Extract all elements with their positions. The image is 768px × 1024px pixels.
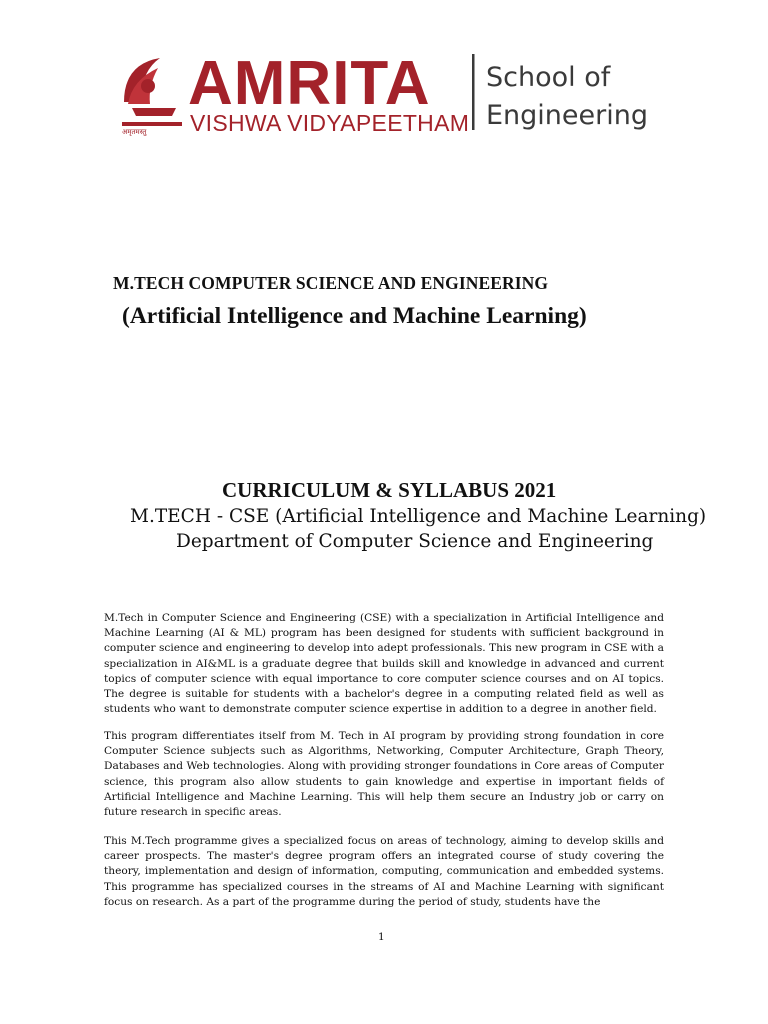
amrita-logo bbox=[118, 42, 658, 142]
amrita-emblem-icon bbox=[122, 58, 182, 136]
department-line: Department of Computer Science and Engineering bbox=[176, 531, 654, 552]
curriculum-title: CURRICULUM & SYLLABUS 2021 bbox=[222, 478, 557, 502]
logo-school-line1: School of bbox=[486, 62, 611, 93]
specialization-heading: (Artificial Intelligence and Machine Learning) bbox=[122, 303, 587, 329]
page-number: 1 bbox=[378, 931, 385, 943]
program-heading: M.TECH COMPUTER SCIENCE AND ENGINEERING bbox=[113, 273, 549, 293]
program-line: M.TECH - CSE (Artificial Intelligence and Machine Learning) bbox=[130, 506, 707, 527]
logo-name: AMRITA bbox=[188, 49, 431, 118]
paragraph-differentiation: This program differentiates itself from M. Tech in AI program by providing strong foundation in core Computer Science subjects such as Algorithms, Networking, Computer Architecture, Graph Theory, Databases and Web technologies. Along with providing stronger foundations in Core areas of Computer science, this program also allow students to gain knowledge and expertise in important fields of Artificial Intelligence and Machine Learning. This will help them secure an Industry job or carry on future research in specific areas. bbox=[104, 730, 664, 819]
svg-text:अमृतमस्तु: अमृतमस्तु bbox=[122, 128, 147, 136]
logo-school-line2: Engineering bbox=[486, 100, 648, 131]
logo-subtitle: VISHWA VIDYAPEETHAM bbox=[190, 110, 470, 136]
paragraph-focus: This M.Tech programme gives a specialized focus on areas of technology, aiming to develop skills and career prospects. The master's degree program offers an integrated course of study covering the theory, implementation and design of information, computing, communication and embedded systems. This programme has specialized courses in the streams of AI and Machine Learning with significant focus on research. As a part of the programme during the period of study, students have the bbox=[104, 835, 664, 908]
paragraph-intro: M.Tech in Computer Science and Engineering (CSE) with a specialization in Artificial Intelligence and Machine Learning (AI & ML) program has been designed for students with sufficient background in computer science and engineering to develop into adept professionals. This new program in CSE with a specialization in AI&ML is a graduate degree that builds skill and knowledge in advanced and current topics of computer science with equal importance to core computer science courses and on AI topics. The degree is suitable for students with a bachelor's degree in a computing related field as well as students who want to demonstrate computer science expertise in addition to a degree in another field. bbox=[104, 612, 664, 716]
